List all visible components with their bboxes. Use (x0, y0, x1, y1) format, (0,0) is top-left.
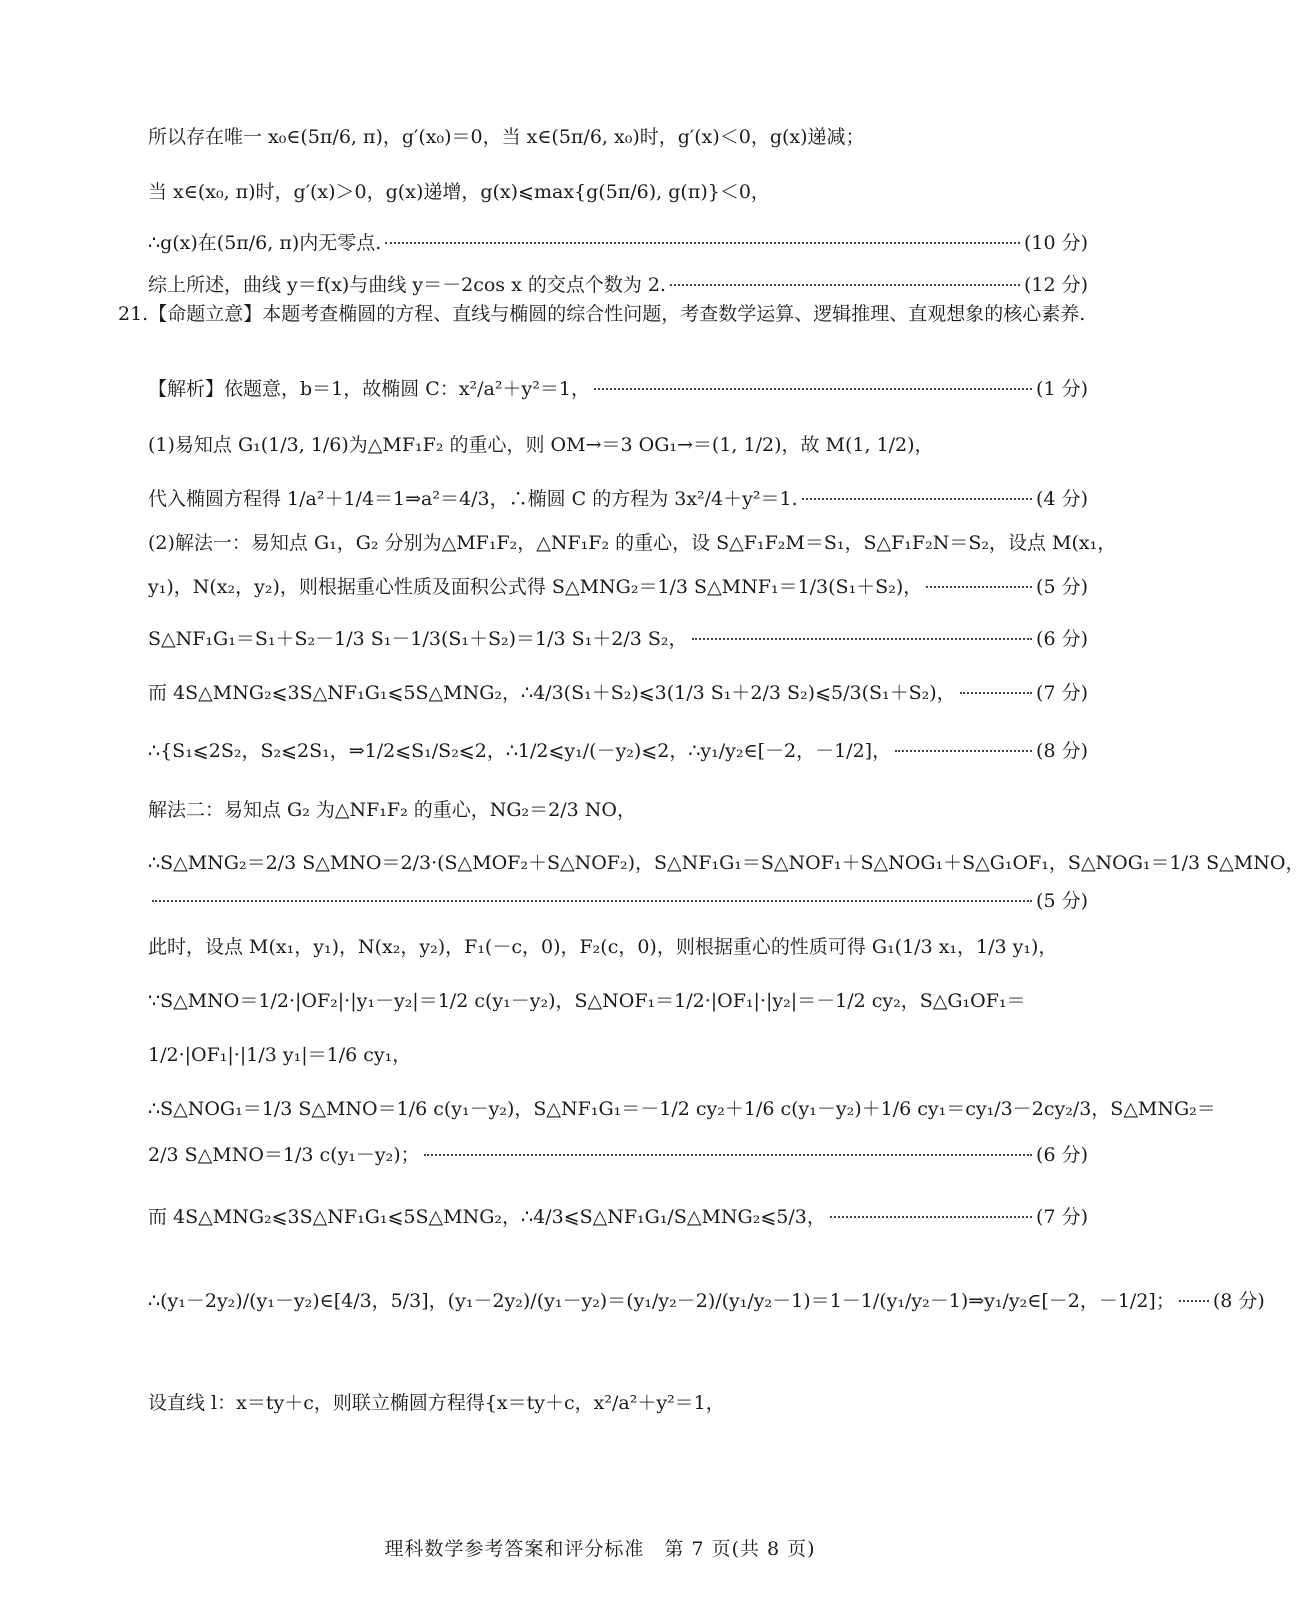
line-text: 1/2·|OF₁|·|1/3 y₁|＝1/6 cy₁， (148, 1044, 412, 1066)
line-text: 而 4S△MNG₂⩽3S△NF₁G₁⩽5S△MNG₂，∴4/3⩽S△NF₁G₁/S△MNG₂⩽5/3， (148, 1206, 826, 1228)
line-text: 所以存在唯一 x₀∈(5π/6, π)，g′(x₀)＝0，当 x∈(5π/6, x₀)时，g′(x)＜0，g(x)递减； (148, 126, 865, 148)
text-line-14 (148, 795, 1088, 822)
text-line-18 (148, 986, 1088, 1013)
line-text: ∴S△MNG₂＝2/3 S△MNO＝2/3·(S△MOF₂＋S△NOF₂)，S△NF₁G₁＝S△NOF₁＋S△NOG₁＋S△G₁OF₁，S△NOG₁＝1/3 S△MNO， (148, 852, 1304, 874)
score-label: (5 分) (1036, 576, 1088, 598)
leader-dots (385, 242, 1020, 244)
score-label: (10 分) (1023, 232, 1088, 254)
text-line-1 (148, 122, 1088, 149)
score-label: (5 分) (1036, 890, 1088, 912)
text-line-24 (148, 1388, 1088, 1415)
text-line-17 (148, 932, 1088, 959)
text-line-11 (148, 624, 1088, 651)
line-text: 【解析】依题意，b＝1，故椭圆 C：x²/a²＋y²＝1， (148, 378, 590, 400)
text-line-2 (148, 177, 1088, 204)
line-text: y₁)，N(x₂，y₂)，则根据重心性质及面积公式得 S△MNG₂＝1/3 S△MNF₁＝1/3(S₁＋S₂)， (148, 576, 923, 598)
leader-dots (895, 750, 1032, 752)
line-text: ∵S△MNO＝1/2·|OF₂|·|y₁－y₂|＝1/2 c(y₁－y₂)，S△NOF₁＝1/2·|OF₁|·|y₂|＝－1/2 cy₂，S△G₁OF₁＝ (148, 990, 1026, 1012)
text-line-6 (148, 374, 1088, 401)
text-line-3 (148, 228, 1088, 255)
text-line-12 (148, 678, 1088, 705)
leader-dots (926, 586, 1032, 588)
leader-dots (1179, 1300, 1209, 1302)
text-line-4 (148, 270, 1088, 297)
text-line-13 (148, 736, 1088, 763)
text-line-21 (148, 1140, 1088, 1167)
text-line-19 (148, 1040, 1088, 1067)
line-text: 21.【命题立意】本题考查椭圆的方程、直线与椭圆的综合性问题，考查数学运算、逻辑推理、直观想象的核心素养. (118, 303, 1086, 325)
text-line-10 (148, 572, 1088, 599)
text-line-7 (148, 430, 1088, 457)
line-text: ∴(y₁－2y₂)/(y₁－y₂)∈[4/3，5/3]，(y₁－2y₂)/(y₁－y₂)＝(y₁/y₂－2)/(y₁/y₂－1)＝1－1/(y₁/y₂－1)⇒y₁/y₂∈[－2，－1/2]； (148, 1290, 1175, 1312)
line-text: ∴S△NOG₁＝1/3 S△MNO＝1/6 c(y₁－y₂)，S△NF₁G₁＝－1/2 cy₂＋1/6 c(y₁－y₂)＋1/6 cy₁＝cy₁/3－2cy₂/3，S△MNG₂＝ (148, 1098, 1216, 1120)
page-footer: 理科数学参考答案和评分标准 第 7 页(共 8 页) (384, 1538, 816, 1560)
line-text: 此时，设点 M(x₁，y₁)，N(x₂，y₂)，F₁(－c，0)，F₂(c，0)，则根据重心的性质可得 G₁(1/3 x₁，1/3 y₁)， (148, 936, 1058, 958)
text-line-9 (148, 528, 1117, 555)
text-line-22 (148, 1202, 1088, 1229)
leader-dots (802, 498, 1032, 500)
leader-dots (152, 900, 1032, 902)
line-text: ∴{S₁⩽2S₂，S₂⩽2S₁，⇒1/2⩽S₁/S₂⩽2，∴1/2⩽y₁/(－y₂)⩽2，∴y₁/y₂∈[－2，－1/2]， (148, 740, 892, 762)
leader-dots (424, 1154, 1032, 1156)
leader-dots (830, 1216, 1032, 1218)
score-label: (8 分) (1036, 740, 1088, 762)
score-label: (8 分) (1212, 1290, 1265, 1312)
leader-dots (692, 638, 1032, 640)
score-label: (7 分) (1036, 1206, 1088, 1228)
question-21-intro (118, 300, 1088, 329)
text-line-8 (148, 484, 1088, 511)
score-label: (6 分) (1036, 628, 1088, 650)
line-text: ∴g(x)在(5π/6, π)内无零点. (148, 232, 382, 254)
line-text: 综上所述，曲线 y＝f(x)与曲线 y＝－2cos x 的交点个数为 2. (148, 274, 667, 296)
text-line-23 (148, 1286, 1265, 1313)
leader-dots (594, 388, 1032, 390)
line-text: 解法二：易知点 G₂ 为△NF₁F₂ 的重心，NG₂＝2/3 NO， (148, 799, 636, 821)
line-text: 而 4S△MNG₂⩽3S△NF₁G₁⩽5S△MNG₂，∴4/3(S₁＋S₂)⩽3(1/3 S₁＋2/3 S₂)⩽5/3(S₁＋S₂)， (148, 682, 956, 704)
score-label: (12 分) (1023, 274, 1088, 296)
score-label: (1 分) (1036, 378, 1088, 400)
line-text: 2/3 S△MNO＝1/3 c(y₁－y₂)； (148, 1144, 420, 1166)
text-line-20 (148, 1094, 1216, 1121)
leader-dots (960, 692, 1032, 694)
score-label: (7 分) (1036, 682, 1088, 704)
line-text: 设直线 l：x＝ty＋c，则联立椭圆方程得{x＝ty＋c，x²/a²＋y²＝1， (148, 1392, 725, 1414)
score-label: (6 分) (1036, 1144, 1088, 1166)
leader-dots (670, 284, 1020, 286)
text-line-16 (148, 886, 1088, 913)
line-text: (2)解法一：易知点 G₁，G₂ 分别为△MF₁F₂，△NF₁F₂ 的重心，设 S△F₁F₂M＝S₁，S△F₁F₂N＝S₂，设点 M(x₁， (148, 532, 1117, 554)
line-text: S△NF₁G₁＝S₁＋S₂－1/3 S₁－1/3(S₁＋S₂)＝1/3 S₁＋2/3 S₂， (148, 628, 688, 650)
line-text: (1)易知点 G₁(1/3, 1/6)为△MF₁F₂ 的重心，则 OM→＝3 OG₁→＝(1, 1/2)，故 M(1, 1/2)， (148, 434, 934, 456)
line-text: 当 x∈(x₀, π)时，g′(x)＞0，g(x)递增，g(x)⩽max{g(5π/6), g(π)}＜0， (148, 181, 770, 203)
score-label: (4 分) (1036, 488, 1088, 510)
line-text: 代入椭圆方程得 1/a²＋1/4＝1⇒a²＝4/3，∴椭圆 C 的方程为 3x²/4＋y²＝1. (148, 488, 798, 510)
text-line-15 (148, 848, 1304, 875)
